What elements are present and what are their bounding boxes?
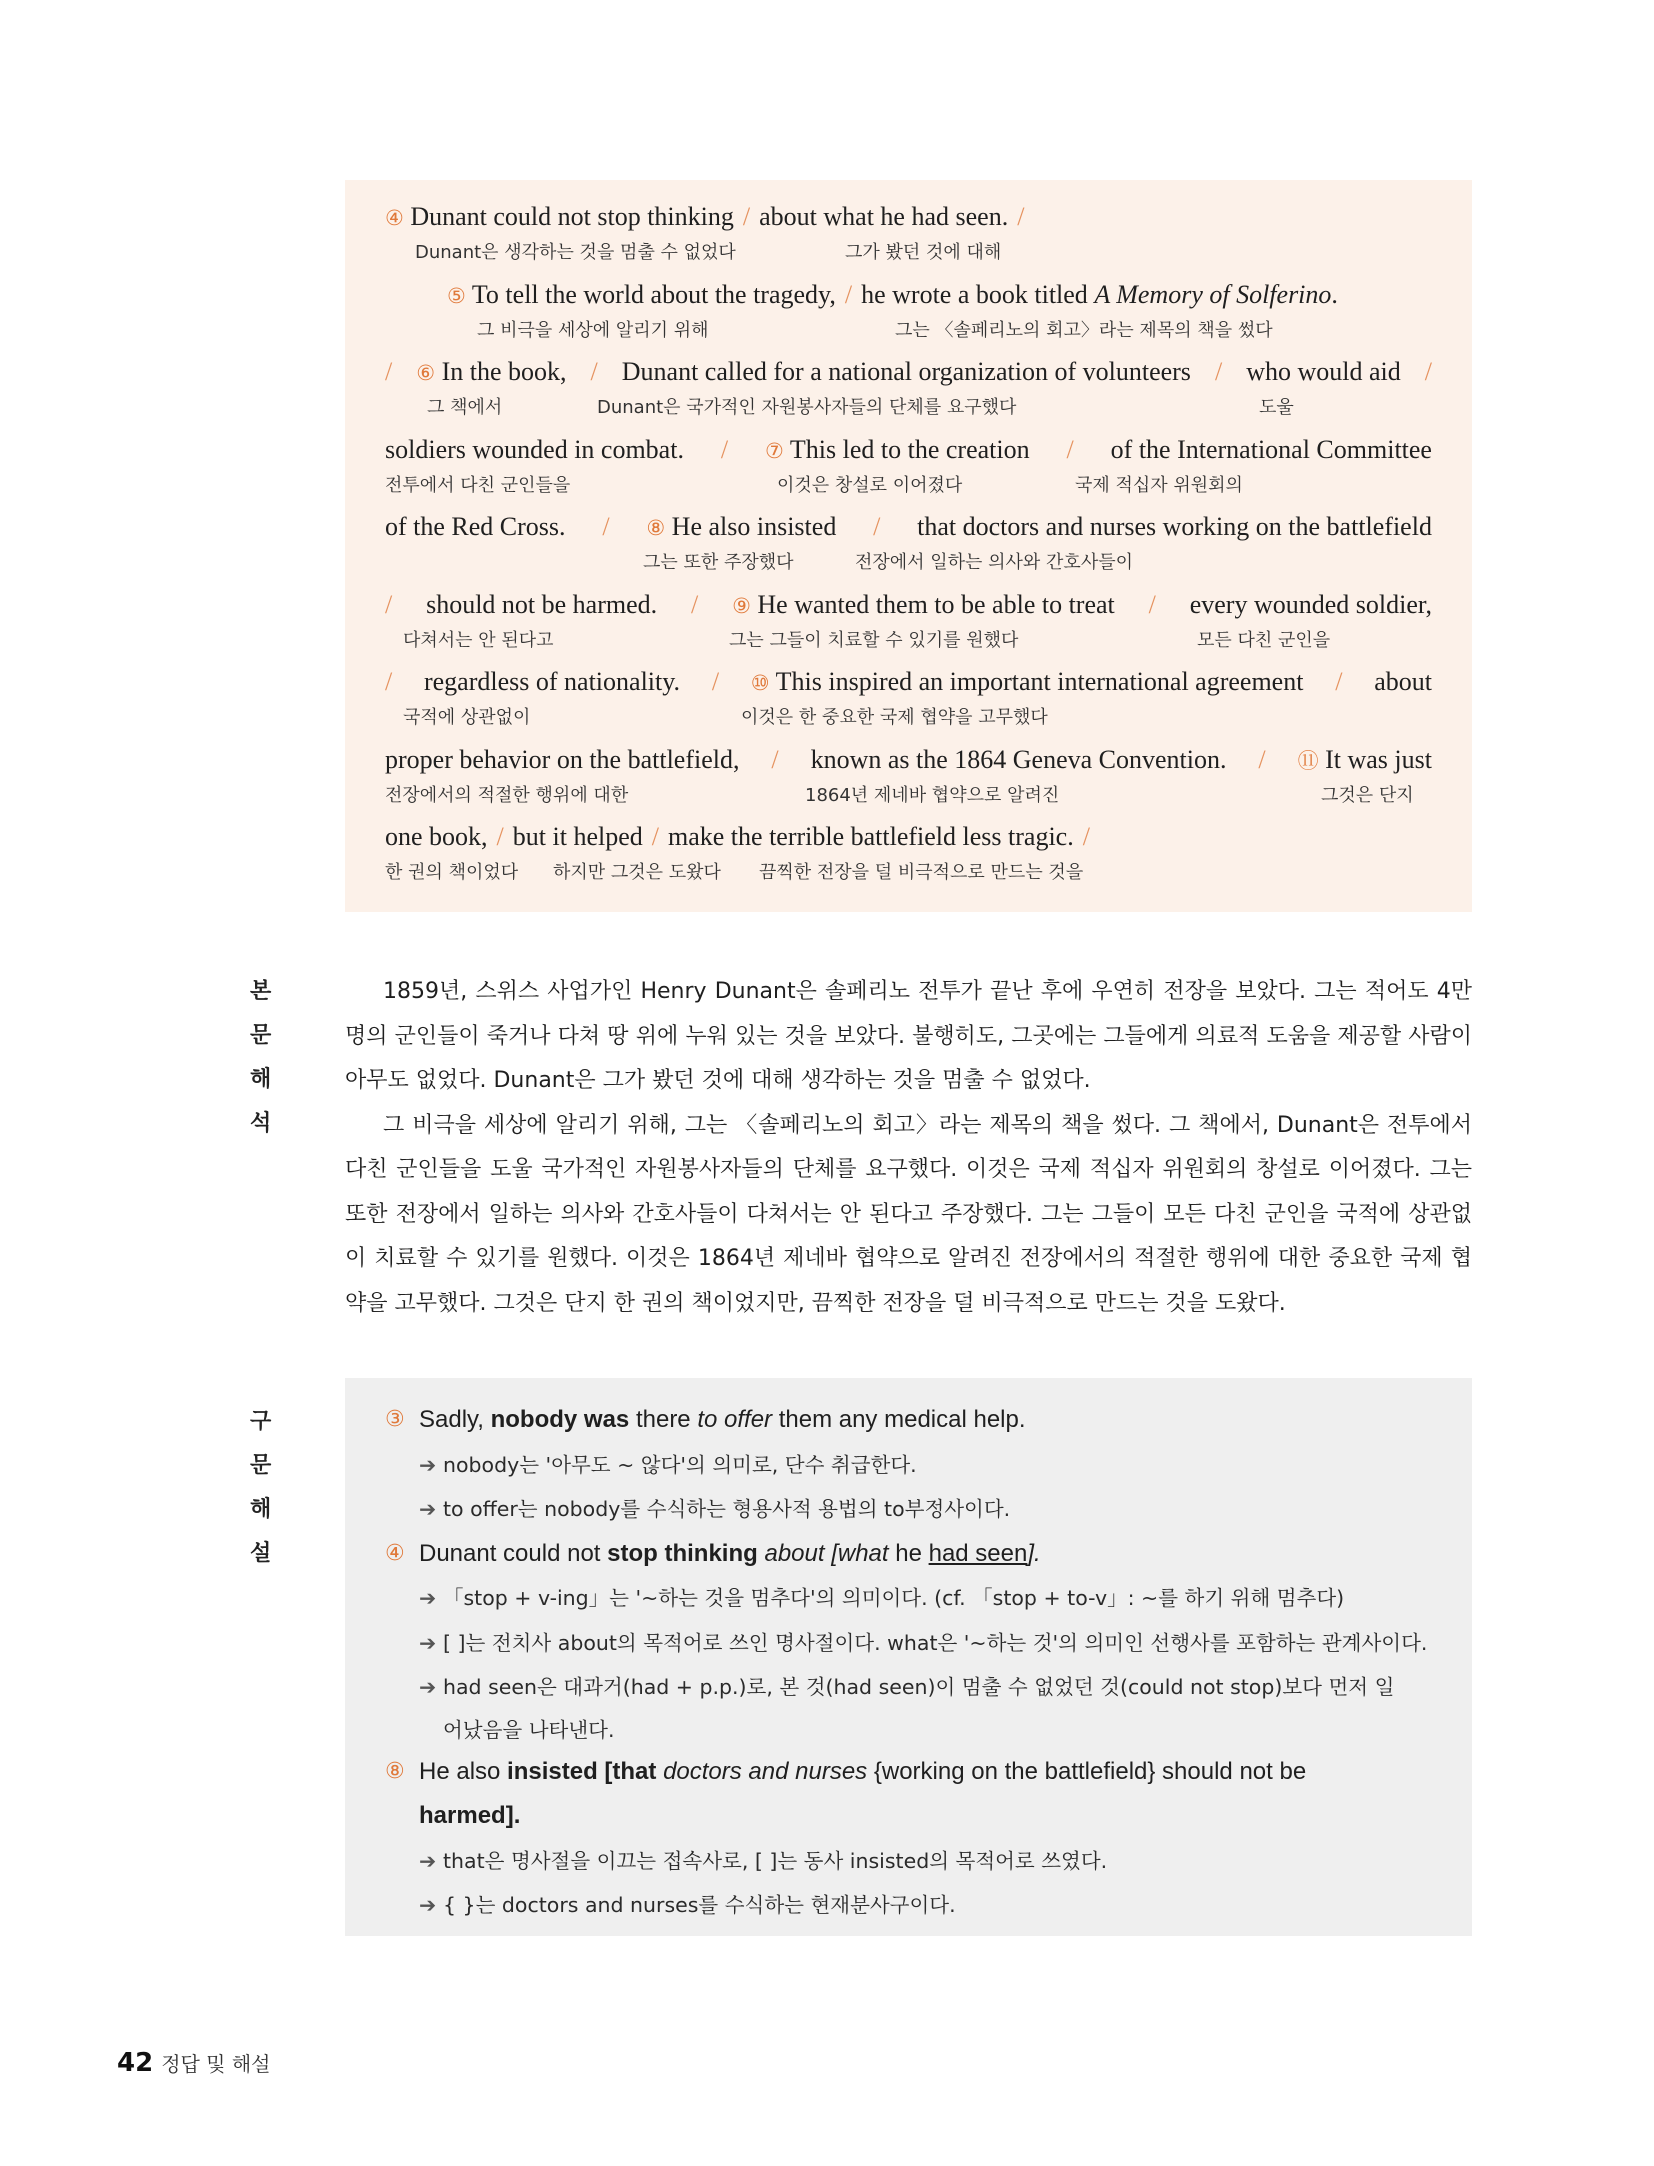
chunk-slash: / <box>1424 357 1432 386</box>
english-chunk <box>811 743 1227 777</box>
grammar-note <box>385 1443 1432 1488</box>
english-chunk <box>646 510 836 544</box>
english-chunk-text: about what he had seen. <box>759 202 1009 231</box>
english-chunk <box>1246 355 1401 389</box>
sentence-italic: doctors and nurses <box>663 1757 868 1785</box>
chunk-slash: / <box>742 202 751 231</box>
korean-gloss: 그 비극을 세상에 알리기 위해 <box>477 319 709 341</box>
english-chunk-text: that doctors and nurses working on the battlefield <box>917 512 1432 541</box>
chunk-slash: / <box>385 667 393 696</box>
korean-gloss: 전투에서 다친 군인들을 <box>385 474 571 496</box>
note-text: { }는 doctors and nurses를 수식하는 현재분사구이다. <box>443 1893 956 1917</box>
korean-gloss: 도울 <box>1259 397 1294 418</box>
chunk-line <box>385 355 1432 433</box>
english-chunk-text: He wanted them to be able to treat <box>757 589 1115 619</box>
sentence-number: ⑧ <box>646 516 666 540</box>
english-chunk <box>385 820 488 854</box>
english-chunk-text: who would aid <box>1246 357 1401 386</box>
english-chunk <box>732 588 1115 622</box>
english-chunk-text: known as the 1864 Geneva Convention. <box>810 744 1227 774</box>
korean-gloss: 하지만 그것은 도왔다 <box>553 862 721 883</box>
korean-gloss: 전장에서 일하는 의사와 간호사들이 <box>855 552 1133 573</box>
chunk-slash: / <box>1017 202 1025 231</box>
english-chunk <box>751 665 1304 699</box>
english-chunk-text: of the International Committee <box>1110 434 1432 464</box>
sentence-italic: ]. <box>1027 1539 1041 1567</box>
korean-gloss: Dunant은 생각하는 것을 멈출 수 없었다 <box>415 242 736 263</box>
english-chunk <box>622 355 1191 389</box>
sentence-number: ⑦ <box>765 438 784 463</box>
korean-gloss: 그는 그들이 치료할 수 있기를 원했다 <box>729 629 1019 651</box>
sentence-bold: insisted [that <box>507 1757 657 1785</box>
english-chunk-text: one book, <box>385 822 488 851</box>
grammar-sentence-4 <box>385 1532 1432 1577</box>
korean-gloss: 1864년 제네바 협약으로 알려진 <box>805 784 1060 806</box>
chunk-slash: / <box>720 434 729 464</box>
korean-gloss: 이것은 창설로 이어졌다 <box>777 474 963 496</box>
grammar-note <box>385 1665 1432 1710</box>
korean-gloss: 끔찍한 전장을 덜 비극적으로 만드는 것을 <box>759 862 1084 883</box>
english-chunk-text: make the terrible battlefield less tragic. <box>668 822 1074 851</box>
note-text: 어났음을 나타낸다. <box>443 1717 615 1742</box>
note-text: had seen은 대과거(had + p.p.)로, 본 것(had seen)이 멈출 수 없었던 것(could not stop)보다 먼저 일 <box>443 1675 1395 1699</box>
english-chunk <box>385 200 734 234</box>
chunk-slash: / <box>873 512 881 541</box>
english-chunk-text: he wrote a book titled <box>861 279 1095 309</box>
arrow-icon: ➔ <box>419 1675 437 1699</box>
chunk-slash: / <box>771 744 779 774</box>
english-chunk <box>385 743 739 777</box>
chunk-slash: / <box>385 589 393 619</box>
english-chunk-text: . <box>1331 279 1338 309</box>
chunk-line <box>385 588 1432 666</box>
sentence-text: He also <box>419 1757 508 1785</box>
chunk-line <box>385 433 1432 511</box>
english-chunk-text: regardless of nationality. <box>423 667 681 696</box>
chunk-slash: / <box>844 279 853 309</box>
sentence-number: ⑨ <box>732 593 751 618</box>
note-text: to offer는 nobody를 수식하는 형용사적 용법의 to부정사이다. <box>443 1497 1011 1521</box>
korean-gloss: 그는 〈솔페리노의 회고〉라는 제목의 책을 썼다 <box>895 319 1273 341</box>
chunk-slash: / <box>602 512 610 541</box>
sentence-bold: harmed]. <box>419 1802 521 1829</box>
english-chunk-text: He also insisted <box>671 512 837 541</box>
korean-gloss: 전장에서의 적절한 행위에 대한 <box>385 784 629 806</box>
chunk-slash: / <box>1335 667 1343 696</box>
grammar-label-line2: 해설 <box>250 1497 290 1566</box>
english-chunk-text: It was just <box>1325 744 1432 774</box>
english-chunk-text: should not be harmed. <box>426 589 658 619</box>
footer-label: 정답 및 해설 <box>161 2052 271 2076</box>
korean-gloss-row <box>447 312 1432 340</box>
grammar-sentence-8-line2 <box>385 1794 1432 1839</box>
grammar-explanation-box <box>345 1378 1472 1936</box>
note-text: that은 명사절을 이끄는 접속사로, [ ]는 동사 insisted의 목적어로 쓰였다. <box>443 1848 1108 1873</box>
sentence-bold: nobody was <box>490 1406 630 1433</box>
english-chunk-row <box>385 588 1432 622</box>
book-title: A Memory of Solferino <box>1094 279 1332 309</box>
sentence-italic: about [what <box>764 1539 889 1567</box>
english-chunk-row <box>385 665 1432 699</box>
chunk-slash: / <box>1066 434 1074 464</box>
english-chunk-text: Dunant called for a national organization of volunteers <box>621 357 1191 386</box>
translation-label-line1: 본문 <box>250 979 290 1048</box>
sentence-text: there <box>629 1406 698 1433</box>
korean-gloss: 국제 적십자 위원회의 <box>1075 474 1243 496</box>
sentence-number: ⑩ <box>750 671 770 695</box>
chunk-slash: / <box>1148 589 1156 619</box>
chunk-line <box>385 510 1432 588</box>
chunk-translation-box <box>345 180 1472 912</box>
english-chunk <box>765 433 1030 467</box>
chunk-slash: / <box>590 357 598 386</box>
grammar-sentence-8 <box>385 1750 1432 1795</box>
english-chunk-row <box>385 743 1432 777</box>
korean-gloss-row <box>385 854 1432 882</box>
korean-gloss-row <box>385 777 1432 805</box>
english-chunk <box>424 665 680 699</box>
arrow-icon: ➔ <box>419 1497 437 1521</box>
english-chunk <box>426 588 657 622</box>
translation-paragraph: 그 비극을 세상에 알리기 위해, 그는 〈솔페리노의 회고〉라는 제목의 책을 썼다. 그 책에서, Dunant은 전투에서 다친 군인들을 도울 국가적인 자원봉사자들의 단체를 요구했다. 이것은 국제 적십자 위원회의 창설로 이어졌다. 그는 또한 전장에서 일하는 의사와 간호사들이 다쳐서는 안 된다고 주장했다. 그는 그들이 모든 다친 군인을 국적에 상관없이 치료할 수 있기를 원했다. 이것은 1864년 제네바 협약으로 알려진 전장에서의 적절한 행위에 대한 중요한 국제 협약을 고무했다. 그것은 단지 한 권의 책이었지만, 끔찍한 전장을 덜 비극적으로 만드는 것을 도왔다. <box>345 1112 1472 1316</box>
chunk-line <box>385 743 1432 821</box>
english-chunk-row <box>385 433 1432 467</box>
english-chunk-text: In the book, <box>441 357 567 386</box>
arrow-icon: ➔ <box>419 1630 437 1655</box>
korean-gloss: 국적에 상관없이 <box>403 707 531 728</box>
english-chunk-row <box>385 355 1432 389</box>
english-chunk-row <box>447 278 1432 312</box>
sentence-text: Dunant could not <box>419 1539 608 1567</box>
note-text: [ ]는 전치사 about의 목적어로 쓰인 명사절이다. what은 '~하는 것'의 의미인 선행사를 포함하는 관계사이다. <box>443 1630 1428 1655</box>
grammar-note-continuation <box>385 1710 1432 1750</box>
page-number: 42 <box>117 2048 154 2078</box>
chunk-slash: / <box>385 357 393 386</box>
korean-gloss: Dunant은 국가적인 자원봉사자들의 단체를 요구했다 <box>597 397 1017 418</box>
korean-gloss: 그 책에서 <box>427 397 503 418</box>
sentence-text: Sadly, <box>419 1406 491 1433</box>
sentence-underlined: had seen <box>928 1539 1028 1567</box>
english-chunk <box>668 820 1074 854</box>
korean-gloss: 모든 다친 군인을 <box>1197 629 1331 651</box>
chunk-line <box>385 665 1432 743</box>
full-translation <box>345 970 1472 1326</box>
chunk-slash: / <box>1082 822 1090 851</box>
sentence-number: ⑥ <box>416 361 436 385</box>
korean-gloss: 한 권의 책이었다 <box>385 862 519 883</box>
english-chunk <box>1111 433 1432 467</box>
chunk-slash: / <box>691 589 699 619</box>
translation-label-line2: 해석 <box>250 1067 290 1136</box>
grammar-section-label <box>250 1400 320 1576</box>
english-chunk-row <box>385 820 1432 854</box>
grammar-note <box>385 1883 1432 1928</box>
grammar-note <box>385 1487 1432 1532</box>
english-chunk <box>1374 665 1432 699</box>
sentence-text: them any medical help. <box>772 1406 1026 1433</box>
korean-gloss-row <box>385 622 1432 650</box>
sentence-number: ⑪ <box>1297 748 1319 773</box>
english-chunk-text: This inspired an important international agreement <box>775 667 1304 696</box>
english-chunk <box>385 433 684 467</box>
grammar-sentence-3 <box>385 1398 1432 1443</box>
korean-gloss-row <box>385 234 1432 262</box>
english-chunk <box>513 820 643 854</box>
arrow-icon: ➔ <box>419 1452 437 1477</box>
sentence-number: ⑧ <box>385 1758 405 1784</box>
english-chunk-text: about <box>1374 667 1432 696</box>
grammar-note <box>385 1576 1432 1621</box>
chunk-slash: / <box>1258 744 1266 774</box>
english-chunk-row <box>385 200 1432 234</box>
sentence-text: he <box>888 1539 929 1567</box>
english-chunk-text: every wounded soldier, <box>1189 589 1432 619</box>
chunk-slash: / <box>496 822 504 851</box>
english-chunk <box>1298 743 1432 777</box>
note-text: 「stop + v-ing」는 '~하는 것을 멈추다'의 의미이다. (cf. 「stop + to-v」: ~를 하기 위해 멈추다) <box>443 1586 1345 1610</box>
sentence-number: ④ <box>385 1540 405 1566</box>
arrow-icon: ➔ <box>419 1893 437 1917</box>
english-chunk <box>1190 588 1432 622</box>
english-chunk-text: of the Red Cross. <box>385 512 566 541</box>
chunk-slash: / <box>651 822 659 851</box>
sentence-bold: stop thinking <box>607 1539 758 1567</box>
korean-gloss-row <box>385 467 1432 495</box>
grammar-note <box>385 1839 1432 1884</box>
english-chunk <box>416 355 566 389</box>
chunk-slash: / <box>1214 357 1223 386</box>
chunk-line <box>385 820 1432 898</box>
korean-gloss: 이것은 한 중요한 국제 협약을 고무했다 <box>741 707 1048 728</box>
sentence-number: ④ <box>385 206 404 230</box>
korean-gloss-row <box>385 699 1432 727</box>
english-chunk-text: but it helped <box>512 822 643 851</box>
english-chunk-text: soldiers wounded in combat. <box>385 434 684 464</box>
english-chunk-row <box>385 510 1432 544</box>
english-chunk-text: Dunant could not stop thinking <box>410 202 734 231</box>
sentence-number: ⑤ <box>447 283 466 308</box>
chunk-line <box>385 200 1432 278</box>
korean-gloss-row <box>385 389 1432 417</box>
arrow-icon: ➔ <box>419 1848 437 1873</box>
chunk-slash: / <box>711 667 720 696</box>
translation-section-label <box>250 970 320 1146</box>
translation-paragraph: 1859년, 스위스 사업가인 Henry Dunant은 솔페리노 전투가 끝난 후에 우연히 전장을 보았다. 그는 적어도 4만 명의 군인들이 죽거나 다쳐 땅 위에 누워 있는 것을 보았다. 불행히도, 그곳에는 그들에게 의료적 도움을 제공할 사람이 아무도 없었다. Dunant은 그가 봤던 것에 대해 생각하는 것을 멈출 수 없었다. <box>345 979 1472 1093</box>
english-chunk <box>917 510 1432 544</box>
arrow-icon: ➔ <box>419 1586 437 1610</box>
grammar-label-line1: 구문 <box>250 1409 290 1478</box>
sentence-text: {working on the battlefield} should not be <box>867 1757 1307 1785</box>
english-chunk-text: This led to the creation <box>789 434 1030 464</box>
english-chunk-text: To tell the world about the tragedy, <box>471 279 836 309</box>
english-chunk <box>385 510 566 544</box>
korean-gloss: 그는 또한 주장했다 <box>643 552 794 573</box>
korean-gloss: 다쳐서는 안 된다고 <box>403 629 554 651</box>
sentence-number: ③ <box>385 1407 405 1432</box>
sentence-italic: to offer <box>697 1406 773 1433</box>
korean-gloss-row <box>385 544 1432 572</box>
korean-gloss: 그가 봤던 것에 대해 <box>845 242 1002 263</box>
chunk-line <box>385 278 1432 356</box>
note-text: nobody는 '아무도 ~ 않다'의 의미로, 단수 취급한다. <box>443 1452 917 1477</box>
english-chunk-text: proper behavior on the battlefield, <box>385 744 740 774</box>
korean-gloss: 그것은 단지 <box>1321 784 1414 806</box>
english-chunk <box>447 278 836 312</box>
english-chunk <box>861 278 1338 312</box>
page-footer <box>117 2048 271 2078</box>
english-chunk <box>759 200 1008 234</box>
grammar-note <box>385 1621 1432 1666</box>
